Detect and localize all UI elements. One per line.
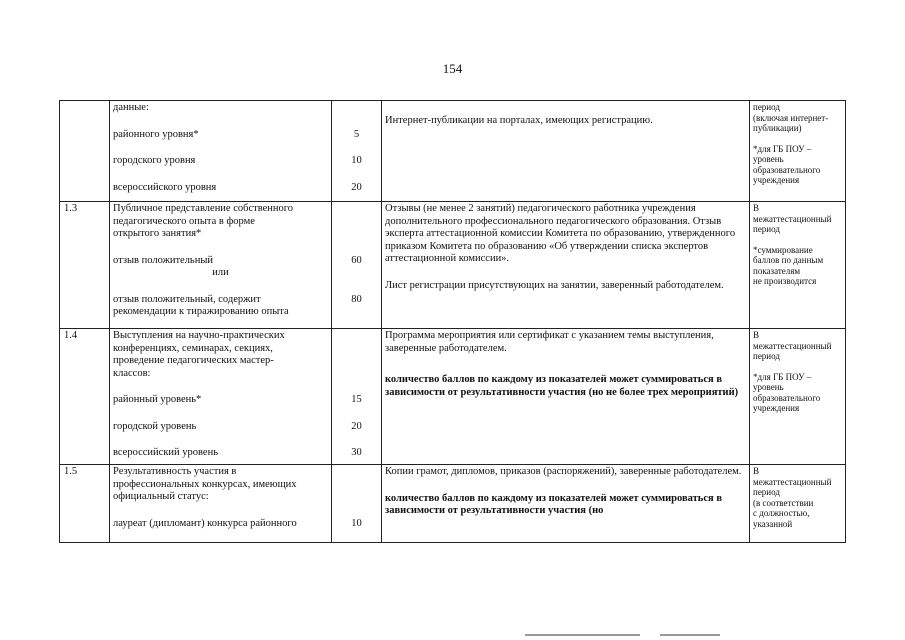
points-value: 10 [351,517,362,529]
criteria-cell [110,202,332,329]
note-line: В [753,330,760,340]
note-line: (включая интернет- [753,112,829,123]
criteria-cell [110,329,332,465]
criteria-line: всероссийского уровня [113,181,217,193]
note-cell [750,329,846,465]
criteria-line: Выступления на научно-практических [113,330,285,341]
evidence-cell [382,202,750,329]
note-line: баллов по данным [753,255,824,265]
table-row [60,465,846,543]
criteria-line: отзыв положительный [113,254,214,266]
criteria-table [59,100,846,543]
points-cell [332,101,382,202]
note-line: межаттестационный [753,476,832,487]
criteria-line: проведение педагогических мастер- [113,355,274,366]
criteria-line: районный уровень* [113,394,202,405]
table-row [60,329,846,465]
note-line: образовательного [753,392,821,403]
note-line: период [753,487,780,497]
evidence-text: Интернет-публикации на порталах, имеющих регистрацию. [385,114,653,126]
points-value: 20 [351,420,362,432]
note-line: учреждения [753,175,800,185]
evidence-cell [382,329,750,465]
criteria-line: рекомендации к тиражированию опыта [113,306,289,317]
criteria-line: открытого занятия* [113,228,202,239]
criteria-line: городской уровень [113,420,197,432]
evidence-text: Копии грамот, дипломов, приказов (распоряжений), заверенные работодателем. [385,466,742,477]
criteria-cell [110,101,332,202]
points-value: 10 [351,155,362,166]
criteria-cell [110,465,332,543]
points-value: 15 [351,394,362,405]
points-value: 80 [351,293,362,305]
scan-artifact-line [660,634,720,636]
note-line: период [753,351,780,361]
criteria-line: классов: [113,367,151,379]
criteria-line: конференциях, семинарах, секциях, [113,342,273,354]
evidence-bold-text: количество баллов по каждому из показателей может суммироваться в зависимости от результативности участия (но [385,492,722,516]
note-line: *суммирование [753,244,813,255]
evidence-text: Программа мероприятия или сертификат с указанием темы выступления, заверенные работодателем. [385,330,714,354]
table-row [60,101,846,202]
evidence-cell [382,101,750,202]
note-line: показателям [753,265,801,276]
note-line: учреждения [753,403,800,413]
criteria-line: Результативность участия в [113,466,237,477]
note-line: межаттестационный [753,213,832,224]
note-line: *для ГБ ПОУ – [753,143,812,154]
note-line: образовательного [753,164,821,175]
note-line: с должностью, [753,508,810,518]
criteria-line: официальный статус: [113,491,209,502]
evidence-text: Отзывы (не менее 2 занятий) педагогического работника учреждения дополнительного профессионального педагогического образования. Отзыв эксперта аттестационной комиссии Комитета по образованию, утвержденного приказом Комитета по образованию «Об утверждении списка экспертов аттестационной комиссии». [385,203,736,264]
criteria-line: отзыв положительный, содержит [113,293,261,305]
note-line: период [753,224,780,234]
points-value: 60 [351,254,362,266]
criteria-line: педагогического опыта в форме [113,215,255,227]
points-cell [332,202,382,329]
criteria-line: Публичное представление собственного [113,203,294,214]
criteria-line: профессиональных конкурсах, имеющих [113,478,297,490]
row-number: 1.4 [60,329,110,465]
note-line: В [753,466,760,476]
scan-artifact-line [525,634,640,636]
points-value: 30 [351,447,362,458]
note-line: (в соответствии [753,497,814,508]
points-cell [332,329,382,465]
evidence-text-2: Лист регистрации присутствующих на занятии, заверенный работодателем. [385,279,724,291]
note-line: публикации) [753,123,802,133]
evidence-cell [382,465,750,543]
row-number: 1.3 [60,202,110,329]
criteria-line: лауреат (дипломант) конкурса районного [113,517,297,529]
note-cell [750,202,846,329]
note-line: уровень [753,154,784,164]
note-line: уровень [753,382,784,392]
note-line: В [753,203,760,213]
criteria-line: данные: [113,102,149,113]
points-value: 20 [351,181,362,193]
note-line: межаттестационный [753,340,832,351]
note-line: *для ГБ ПОУ – [753,371,812,382]
criteria-line: или [212,267,229,278]
criteria-line: всероссийский уровень [113,447,219,458]
row-number: 1.5 [60,465,110,543]
note-cell [750,101,846,202]
criteria-line: городского уровня [113,155,196,166]
evidence-bold-text: количество баллов по каждому из показателей может суммироваться в зависимости от результативности участия (но не более трех мероприятий) [385,374,739,398]
row-number [60,101,110,202]
criteria-line: районного уровня* [113,128,199,140]
note-line: указанной [753,518,793,529]
page-number: 154 [442,61,463,76]
note-line: не производится [753,276,817,286]
note-line: период [753,102,780,112]
table-row [60,202,846,329]
points-value: 5 [353,128,360,140]
points-cell [332,465,382,543]
note-cell [750,465,846,543]
